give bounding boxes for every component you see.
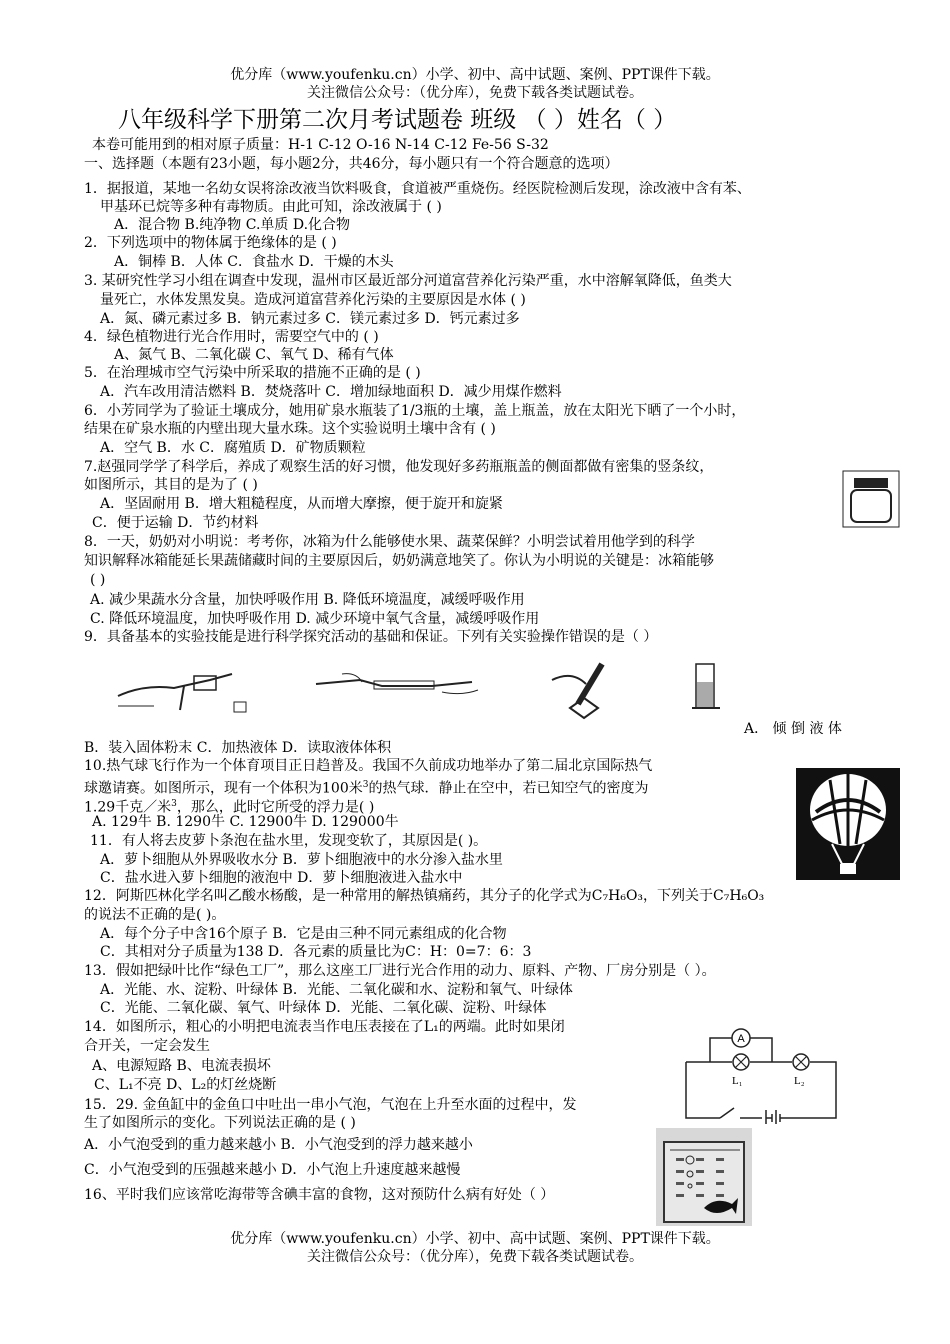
- q3-line2: 量死亡，水体发黑发臭。造成河道富营养化污染的主要原因是水体 ( ): [100, 292, 526, 308]
- q13-line1: 13．假如把绿叶比作“绿色工厂”，那么这座工厂进行光合作用的动力、原料、产物、厂房分别是（ ）。: [84, 963, 716, 979]
- q3-options: A．氮、磷元素过多 B．钠元素过多 C．镁元素过多 D．钙元素过多: [100, 311, 520, 327]
- bottle-figure: [842, 470, 900, 528]
- lamp-l2-label: L₂: [794, 1075, 805, 1087]
- q2-line1: 2．下列选项中的物体属于绝缘体的是 ( ): [84, 235, 337, 251]
- q7-line2: 如图所示，其目的是为了 ( ): [84, 477, 258, 493]
- battery-icon: [766, 1110, 780, 1124]
- q12-options-1: A．每个分子中含16个原子 B．它是由三种不同元素组成的化合物: [100, 926, 507, 942]
- q12-line2: 的说法不正确的是( )。: [84, 907, 226, 923]
- q15-options-2: C．小气泡受到的压强越来越小 D．小气泡上升速度越来越慢: [84, 1162, 461, 1178]
- q15-line2: 生了如图所示的变化。下列说法正确的是 ( ): [84, 1115, 356, 1131]
- footer-line-2: 关注微信公众号：（优分库），免费下载各类试题试卷。: [307, 1249, 643, 1265]
- q7-options-1: A．坚固耐用 B．增大粗糙程度，从而增大摩擦，便于旋开和旋紧: [100, 496, 503, 512]
- q11-options-1: A．萝卜细胞从外界吸收水分 B．萝卜细胞液中的水分渗入盐水里: [100, 852, 503, 868]
- q4-line1: 4．绿色植物进行光合作用时，需要空气中的 ( ): [84, 329, 379, 345]
- q8-options-2: C. 降低环境温度，加快呼吸作用 D. 减少环境中氧气含量，减缓呼吸作用: [90, 611, 540, 627]
- q2-options: A．铜棒 B．人体 C．食盐水 D．干燥的木头: [114, 254, 394, 270]
- q7-options-2: C．便于运输 D．节约材料: [92, 515, 259, 531]
- q1-options: A．混合物 B.纯净物 C.单质 D.化合物: [114, 217, 351, 233]
- q16-line1: 16、平时我们应该常吃海带等含碘丰富的食物，这对预防什么病有好处（ ）: [84, 1187, 555, 1203]
- q9-figure-heat-liquid: [542, 660, 616, 722]
- q1-line1: 1．据报道，某地一名幼女误将涂改液当饮料吸食，食道被严重烧伤。经医院检测后发现，涂改液中含有苯、: [84, 181, 751, 197]
- q1-line2: 甲基环已烷等多种有毒物质。由此可知，涂改液属于 ( ): [100, 199, 442, 215]
- header-line-1: 优分库（www.youfenku.cn）小学、初中、高中试题、案例、PPT课件下载。: [230, 67, 720, 83]
- q9-options: B．装入固体粉末 C．加热液体 D．读取液体体积: [84, 740, 392, 756]
- q8-line3: ( ): [90, 572, 106, 588]
- q10-line1: 10.热气球飞行作为一个体育项目正日趋普及。我国不久前成功地举办了第二届北京国际热气: [84, 758, 653, 774]
- q14-line1: 14．如图所示，粗心的小明把电流表当作电压表接在了L₁的两端。此时如果闭: [84, 1019, 565, 1035]
- q13-options-2: C．光能、二氧化碳、氧气、叶绿体 D．光能、二氧化碳、淀粉、叶绿体: [100, 1000, 547, 1016]
- section-heading: 一、选择题（本题有23小题，每小题2分，共46分，每小题只有一个符合题意的选项）: [84, 156, 619, 172]
- ammeter-label: A: [737, 1033, 745, 1045]
- q9-figure-pour-liquid: [114, 666, 262, 716]
- q11-line1: 11．有人将去皮萝卜条泡在盐水里，发现变软了，其原因是( )。: [90, 833, 488, 849]
- hot-air-balloon-figure: [796, 768, 900, 880]
- q9-figure-read-volume: [688, 660, 728, 712]
- circuit-diagram: [680, 1020, 842, 1124]
- q15-options-1: A．小气泡受到的重力越来越小 B．小气泡受到的浮力越来越小: [84, 1137, 473, 1153]
- fish-tank-figure: [656, 1128, 752, 1226]
- footer-line-1: 优分库（www.youfenku.cn）小学、初中、高中试题、案例、PPT课件下载。: [230, 1231, 720, 1247]
- lamp-l1-label: L₁: [732, 1075, 743, 1087]
- q4-options: A、氮气 B、二氧化碳 C、氧气 D、稀有气体: [114, 347, 394, 363]
- q10-options: A. 129牛 B. 1290牛 C. 12900牛 D. 129000牛: [92, 814, 399, 830]
- q9-option-a: A． 倾 倒 液 体: [744, 721, 842, 737]
- switch-icon: [720, 1108, 734, 1118]
- q14-line2: 合开关，一定会发生: [84, 1038, 210, 1054]
- q8-options-1: A. 减少果蔬水分含量，加快呼吸作用 B. 降低环境温度，减缓呼吸作用: [90, 592, 525, 608]
- q14-options-1: A、电源短路 B、电流表损坏: [92, 1058, 271, 1074]
- q15-line1: 15．29. 金鱼缸中的金鱼口中吐出一串小气泡，气泡在上升至水面的过程中，发: [84, 1097, 577, 1113]
- q6-options: A．空气 B．水 C．腐殖质 D．矿物质颗粒: [100, 440, 366, 456]
- q6-line2: 结果在矿泉水瓶的内壁出现大量水珠。这个实验说明土壤中含有 ( ): [84, 421, 496, 437]
- q12-line1: 12．阿斯匹林化学名叫乙酸水杨酸，是一种常用的解热镇痛药，其分子的化学式为C₇H₆O₃，下列关于C₇H₆O₃: [84, 888, 765, 904]
- page-title: 八年级科学下册第二次月考试题卷 班级 （ ）姓名（ ）: [118, 107, 677, 133]
- q3-line1: 3. 某研究性学习小组在调查中发现，温州市区最近部分河道富营养化污染严重，水中溶解氧降低，鱼类大: [84, 273, 732, 289]
- atomic-masses: 本卷可能用到的相对原子质量：H-1 C-12 O-16 N-14 C-12 Fe-56 S-32: [92, 137, 549, 153]
- q6-line1: 6．小芳同学为了验证土壤成分，她用矿泉水瓶装了1/3瓶的土壤，盖上瓶盖，放在太阳光下晒了一个小时，: [84, 403, 746, 419]
- q9-figure-solid-powder: [312, 670, 486, 700]
- q12-options-2: C．其相对分子质量为138 D．各元素的质量比为C：H：0=7：6：3: [100, 944, 532, 960]
- q10-line3: 1.29千克／米$^3$，那么，此时它所受的浮力是( ): [84, 799, 375, 816]
- q5-options: A．汽车改用清洁燃料 B．焚烧落叶 C．增加绿地面积 D．减少用煤作燃料: [100, 384, 562, 400]
- header-line-2: 关注微信公众号：（优分库），免费下载各类试题试卷。: [307, 85, 643, 101]
- q13-options-1: A．光能、水、淀粉、叶绿体 B．光能、二氧化碳和水、淀粉和氧气、叶绿体: [100, 982, 573, 998]
- q8-line2: 知识解释冰箱能延长果蔬储藏时间的主要原因后，奶奶满意地笑了。你认为小明说的关键是：冰箱能够: [84, 553, 714, 569]
- q5-line1: 5．在治理城市空气污染中所采取的措施不正确的是 ( ): [84, 365, 421, 381]
- q7-line1: 7.赵强同学学了科学后，养成了观察生活的好习惯，他发现好多药瓶瓶盖的侧面都做有密集的竖条纹，: [84, 459, 714, 475]
- q9-line1: 9．具备基本的实验技能是进行科学探究活动的基础和保证。下列有关实验操作错误的是（ ）: [84, 629, 658, 645]
- q8-line1: 8．一天，奶奶对小明说：考考你，冰箱为什么能够使水果、蔬菜保鲜？小明尝试着用他学到的科学: [84, 534, 695, 550]
- q11-options-2: C．盐水进入萝卜细胞的液泡中 D．萝卜细胞液进入盐水中: [100, 870, 463, 886]
- q10-line2: 球邀请赛。如图所示，现有一个体积为100米$^3$的热气球．静止在空中，若已知空气的密度为: [84, 780, 649, 797]
- q14-options-2: C、L₁不亮 D、L₂的灯丝烧断: [94, 1077, 277, 1093]
